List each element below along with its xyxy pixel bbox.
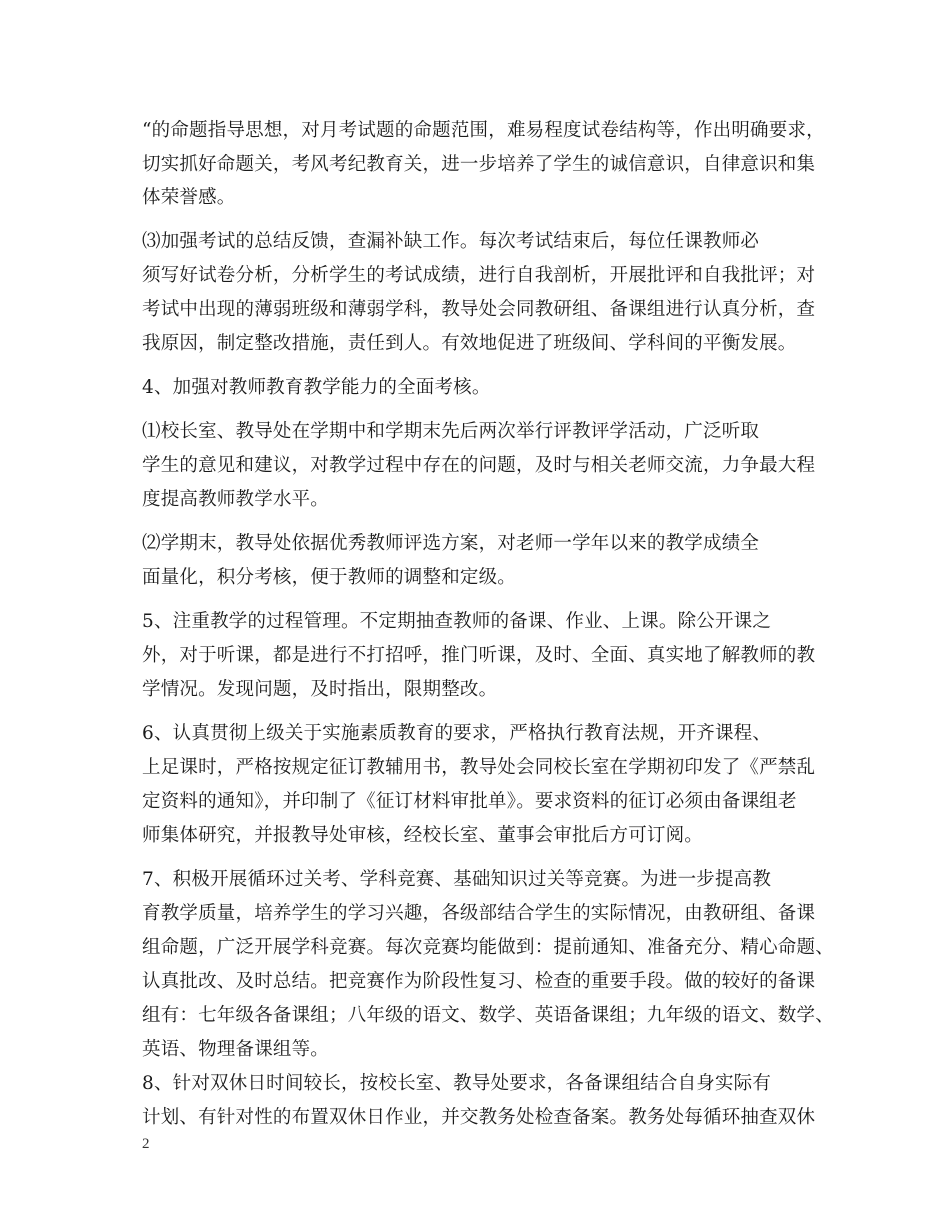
text-line: 体荣誉感。 <box>142 187 236 208</box>
text-line: 学生的意见和建议，对教学过程中存在的问题，及时与相关老师交流，力争最大程 <box>142 455 816 476</box>
text-line: 上足课时，严格按规定征订教辅用书，教导处会同校长室在学期初印发了《严禁乱 <box>142 757 816 778</box>
text-line: “的命题指导思想，对月考试题的命题范围，难易程度试卷结构等，作出明确要求， <box>142 120 825 141</box>
text-line: ⑵学期末，教导处依据优秀教师评选方案，对老师一学年以来的教学成绩全 <box>142 533 760 554</box>
text-line: 切实抓好命题关，考风考纪教育关，进一步培养了学生的诚信意识，自律意识和集 <box>142 154 816 175</box>
text-line: 计划、有针对性的布置双休日作业，并交教务处检查备案。教务处每循环抽查双休 <box>142 1107 816 1128</box>
text-line: 面量化，积分考核，便于教师的调整和定级。 <box>142 567 517 588</box>
page-number: 2 <box>142 1136 150 1152</box>
text-line: 组命题，广泛开展学科竞赛。每次竞赛均能做到：提前通知、准备充分、精心命题、 <box>142 937 834 958</box>
text-line: 英语、物理备课组等。 <box>142 1039 330 1060</box>
text-line: 外，对于听课，都是进行不打招呼，推门听课，及时、全面、真实地了解教师的教 <box>142 645 816 666</box>
text-line: 我原因，制定整改措施，责任到人。有效地促进了班级间、学科间的平衡发展。 <box>142 333 797 354</box>
text-line: 6、认真贯彻上级关于实施素质教育的要求，严格执行教育法规，开齐课程、 <box>142 723 772 744</box>
text-line: 定资料的通知》，并印制了《征订材料审批单》。要求资料的征订必须由备课组老 <box>142 791 797 812</box>
text-line: 组有：七年级各备课组；八年级的语文、数学、英语备课组；九年级的语文、数学、 <box>142 1005 834 1026</box>
text-line: 须写好试卷分析，分析学生的考试成绩，进行自我剖析，开展批评和自我批评；对 <box>142 265 816 286</box>
text-line: 育教学质量，培养学生的学习兴趣，各级部结合学生的实际情况，由教研组、备课 <box>142 903 816 924</box>
text-line: ⑴校长室、教导处在学期中和学期末先后两次举行评教评学活动，广泛听取 <box>142 421 760 442</box>
text-line: 学情况。发现问题，及时指出，限期整改。 <box>142 679 498 700</box>
text-line: 4、加强对教师教育教学能力的全面考核。 <box>142 377 491 398</box>
text-line: 师集体研究，并报教导处审核，经校长室、董事会审批后方可订阅。 <box>142 825 704 846</box>
text-line: 5、注重教学的过程管理。不定期抽查教师的备课、作业、上课。除公开课之 <box>142 611 772 632</box>
text-line: 度提高教师教学水平。 <box>142 489 330 510</box>
text-line: 考试中出现的薄弱班级和薄弱学科，教导处会同教研组、备课组进行认真分析，查 <box>142 299 816 320</box>
text-line: 8、针对双休日时间较长，按校长室、教导处要求，各备课组结合自身实际有 <box>142 1073 772 1094</box>
text-line: 7、积极开展循环过关考、学科竞赛、基础知识过关等竞赛。为进一步提高教 <box>142 869 772 890</box>
text-line: 认真批改、及时总结。把竞赛作为阶段性复习、检查的重要手段。做的较好的备课 <box>142 971 816 992</box>
text-line: ⑶加强考试的总结反馈，查漏补缺工作。每次考试结束后，每位任课教师必 <box>142 231 760 252</box>
